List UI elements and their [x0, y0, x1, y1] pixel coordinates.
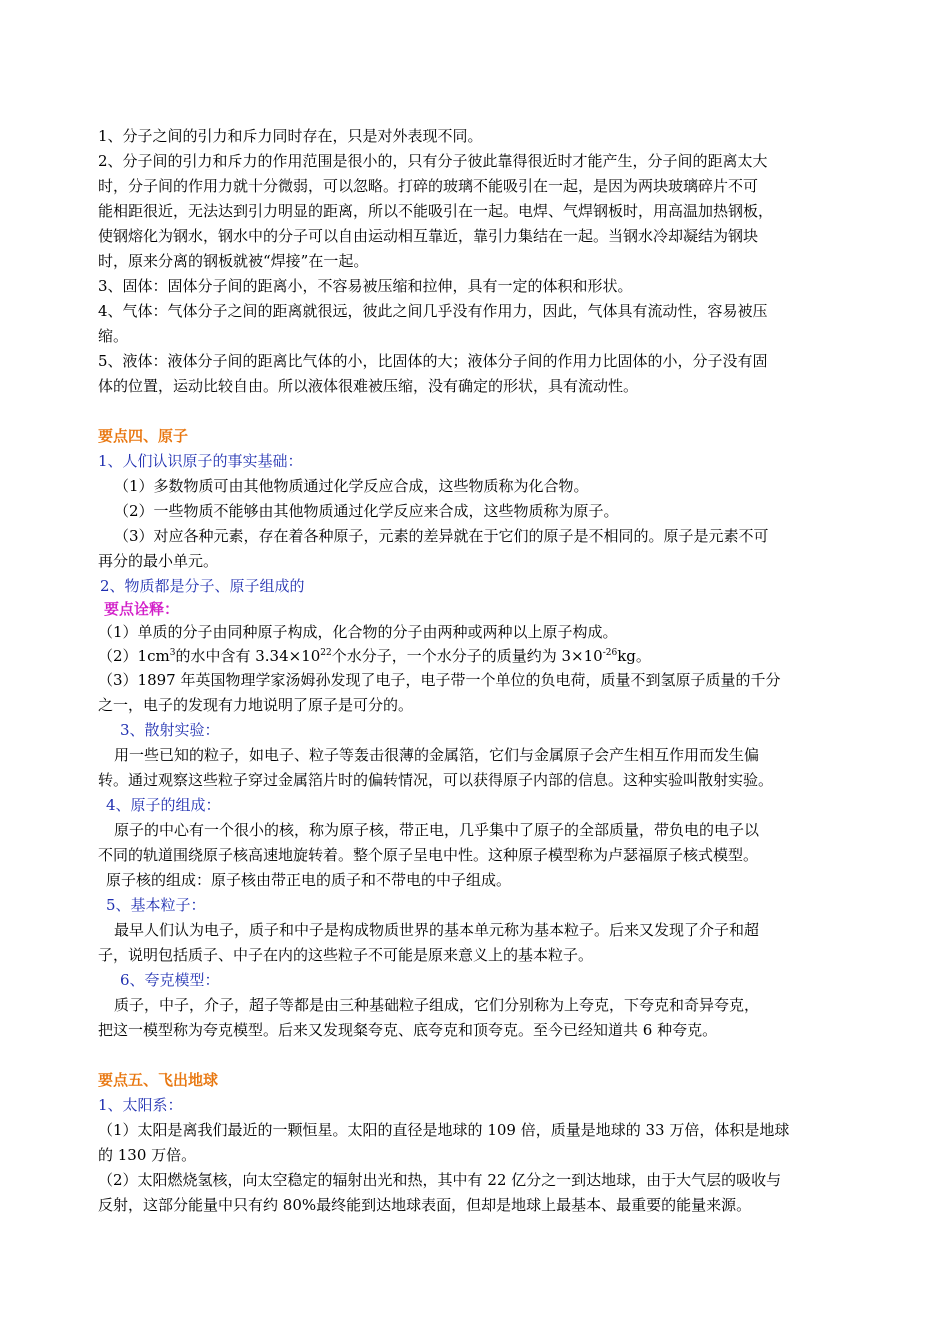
paragraph-line: 子，说明包括质子、中子在内的这些粒子不可能是原来意义上的基本粒子。: [98, 946, 594, 964]
paragraph-line: 用一些已知的粒子，如电子、粒子等轰击很薄的金属箔，它们与金属原子会产生相互作用而发生偏: [114, 746, 760, 764]
paragraph-1: 1、分子之间的引力和斥力同时存在，只是对外表现不同。: [98, 127, 483, 145]
note-item: （3）1897 年英国物理学家汤姆孙发现了电子，电子带一个单位的负电荷，质量不到氢原子质量的千分: [98, 671, 781, 689]
note-item: $(2)1cm^3$的水中含有 $3.34\times 10^{22}$个水分子，一个水分子的质量约为 $3\times 10^{-26}kg$。: [98, 647, 651, 665]
note-item: 之一，电子的发现有力地说明了原子是可分的。: [98, 696, 414, 714]
list-item: （1）多数物质可由其他物质通过化学反应合成，这些物质称为化合物。: [114, 477, 589, 495]
list-item: （2）一些物质不能够由其他物质通过化学反应来合成，这些物质称为原子。: [114, 502, 619, 520]
list-item: 的 130 万倍。: [98, 1146, 197, 1164]
paragraph-2-line: 时，原来分离的钢板就被“焊接”在一起。: [98, 252, 369, 270]
section-heading: 要点五、飞出地球: [98, 1071, 219, 1089]
subsection-title: 1、太阳系：: [98, 1096, 183, 1114]
note-title: 要点诠释：: [104, 600, 180, 618]
paragraph-3: 3、固体：固体分子间的距离小，不容易被压缩和拉伸，具有一定的体积和形状。: [98, 277, 633, 295]
paragraph-2-line: 使钢熔化为钢水，钢水中的分子可以自由运动相互靠近，靠引力集结在一起。当钢水冷却凝结为钢块: [98, 227, 759, 245]
paragraph-line: 原子的中心有一个很小的核，称为原子核，带正电，几乎集中了原子的全部质量，带负电的电子以: [114, 821, 760, 839]
paragraph-line: 转。通过观察这些粒子穿过金属箔片时的偏转情况，可以获得原子内部的信息。这种实验叫散射实验。: [98, 771, 774, 789]
note-item: （1）单质的分子由同种原子构成，化合物的分子由两种或两种以上原子构成。: [98, 623, 618, 641]
paragraph-4-line: 4、气体：气体分子之间的距离就很远，彼此之间几乎没有作用力，因此，气体具有流动性，容易被压: [98, 302, 768, 320]
paragraph-2-line: 2、分子间的引力和斥力的作用范围是很小的，只有分子彼此靠得很近时才能产生，分子间的距离太大: [98, 152, 768, 170]
paragraph-line: 最早人们认为电子，质子和中子是构成物质世界的基本单元称为基本粒子。后来又发现了介子和超: [114, 921, 760, 939]
subsection-title: 6、夸克模型：: [120, 971, 220, 989]
section-heading: 要点四、原子: [98, 427, 189, 445]
paragraph-2-line: 时，分子间的作用力就十分微弱，可以忽略。打碎的玻璃不能吸引在一起，是因为两块玻璃碎片不可: [98, 177, 759, 195]
paragraph-5-line: 5、液体：液体分子间的距离比气体的小，比固体的大；液体分子间的作用力比固体的小，分子没有固: [98, 352, 768, 370]
paragraph-2-line: 能相距很近，无法达到引力明显的距离，所以不能吸引在一起。电焊、气焊钢板时，用高温加热钢板，: [98, 202, 774, 220]
list-item: （3）对应各种元素，存在着各种原子，元素的差异就在于它们的原子是不相同的。原子是元素不可: [114, 527, 769, 545]
subsection-title: 5、基本粒子：: [106, 896, 206, 914]
list-item: （2）太阳燃烧氢核，向太空稳定的辐射出光和热，其中有 22 亿分之一到达地球，由于大气层的吸收与: [98, 1171, 782, 1189]
subsection-title: 2、物质都是分子、原子组成的: [100, 577, 305, 595]
paragraph-line: 把这一模型称为夸克模型。后来又发现粲夸克、底夸克和顶夸克。至今已经知道共 6 种夸克。: [98, 1021, 718, 1039]
paragraph-5-line: 体的位置，运动比较自由。所以液体很难被压缩，没有确定的形状，具有流动性。: [98, 377, 639, 395]
paragraph-line: 原子核的组成：原子核由带正电的质子和不带电的中子组成。: [106, 871, 512, 889]
list-item: 反射，这部分能量中只有约 80%最终能到达地球表面，但却是地球上最基本、最重要的能量来源。: [98, 1196, 752, 1214]
list-item: 再分的最小单元。: [98, 552, 219, 570]
paragraph-line: 质子，中子，介子，超子等都是由三种基础粒子组成，它们分别称为上夸克，下夸克和奇异夸克，: [114, 996, 760, 1014]
subsection-title: 1、人们认识原子的事实基础：: [98, 452, 303, 470]
list-item: （1）太阳是离我们最近的一颗恒星。太阳的直径是地球的 109 倍，质量是地球的 33 万倍，体积是地球: [98, 1121, 790, 1139]
paragraph-4-line: 缩。: [98, 327, 129, 345]
subsection-title: 4、原子的组成：: [106, 796, 221, 814]
paragraph-line: 不同的轨道围绕原子核高速地旋转着。整个原子呈电中性。这种原子模型称为卢瑟福原子核式模型。: [98, 846, 759, 864]
subsection-title: 3、散射实验：: [120, 721, 220, 739]
